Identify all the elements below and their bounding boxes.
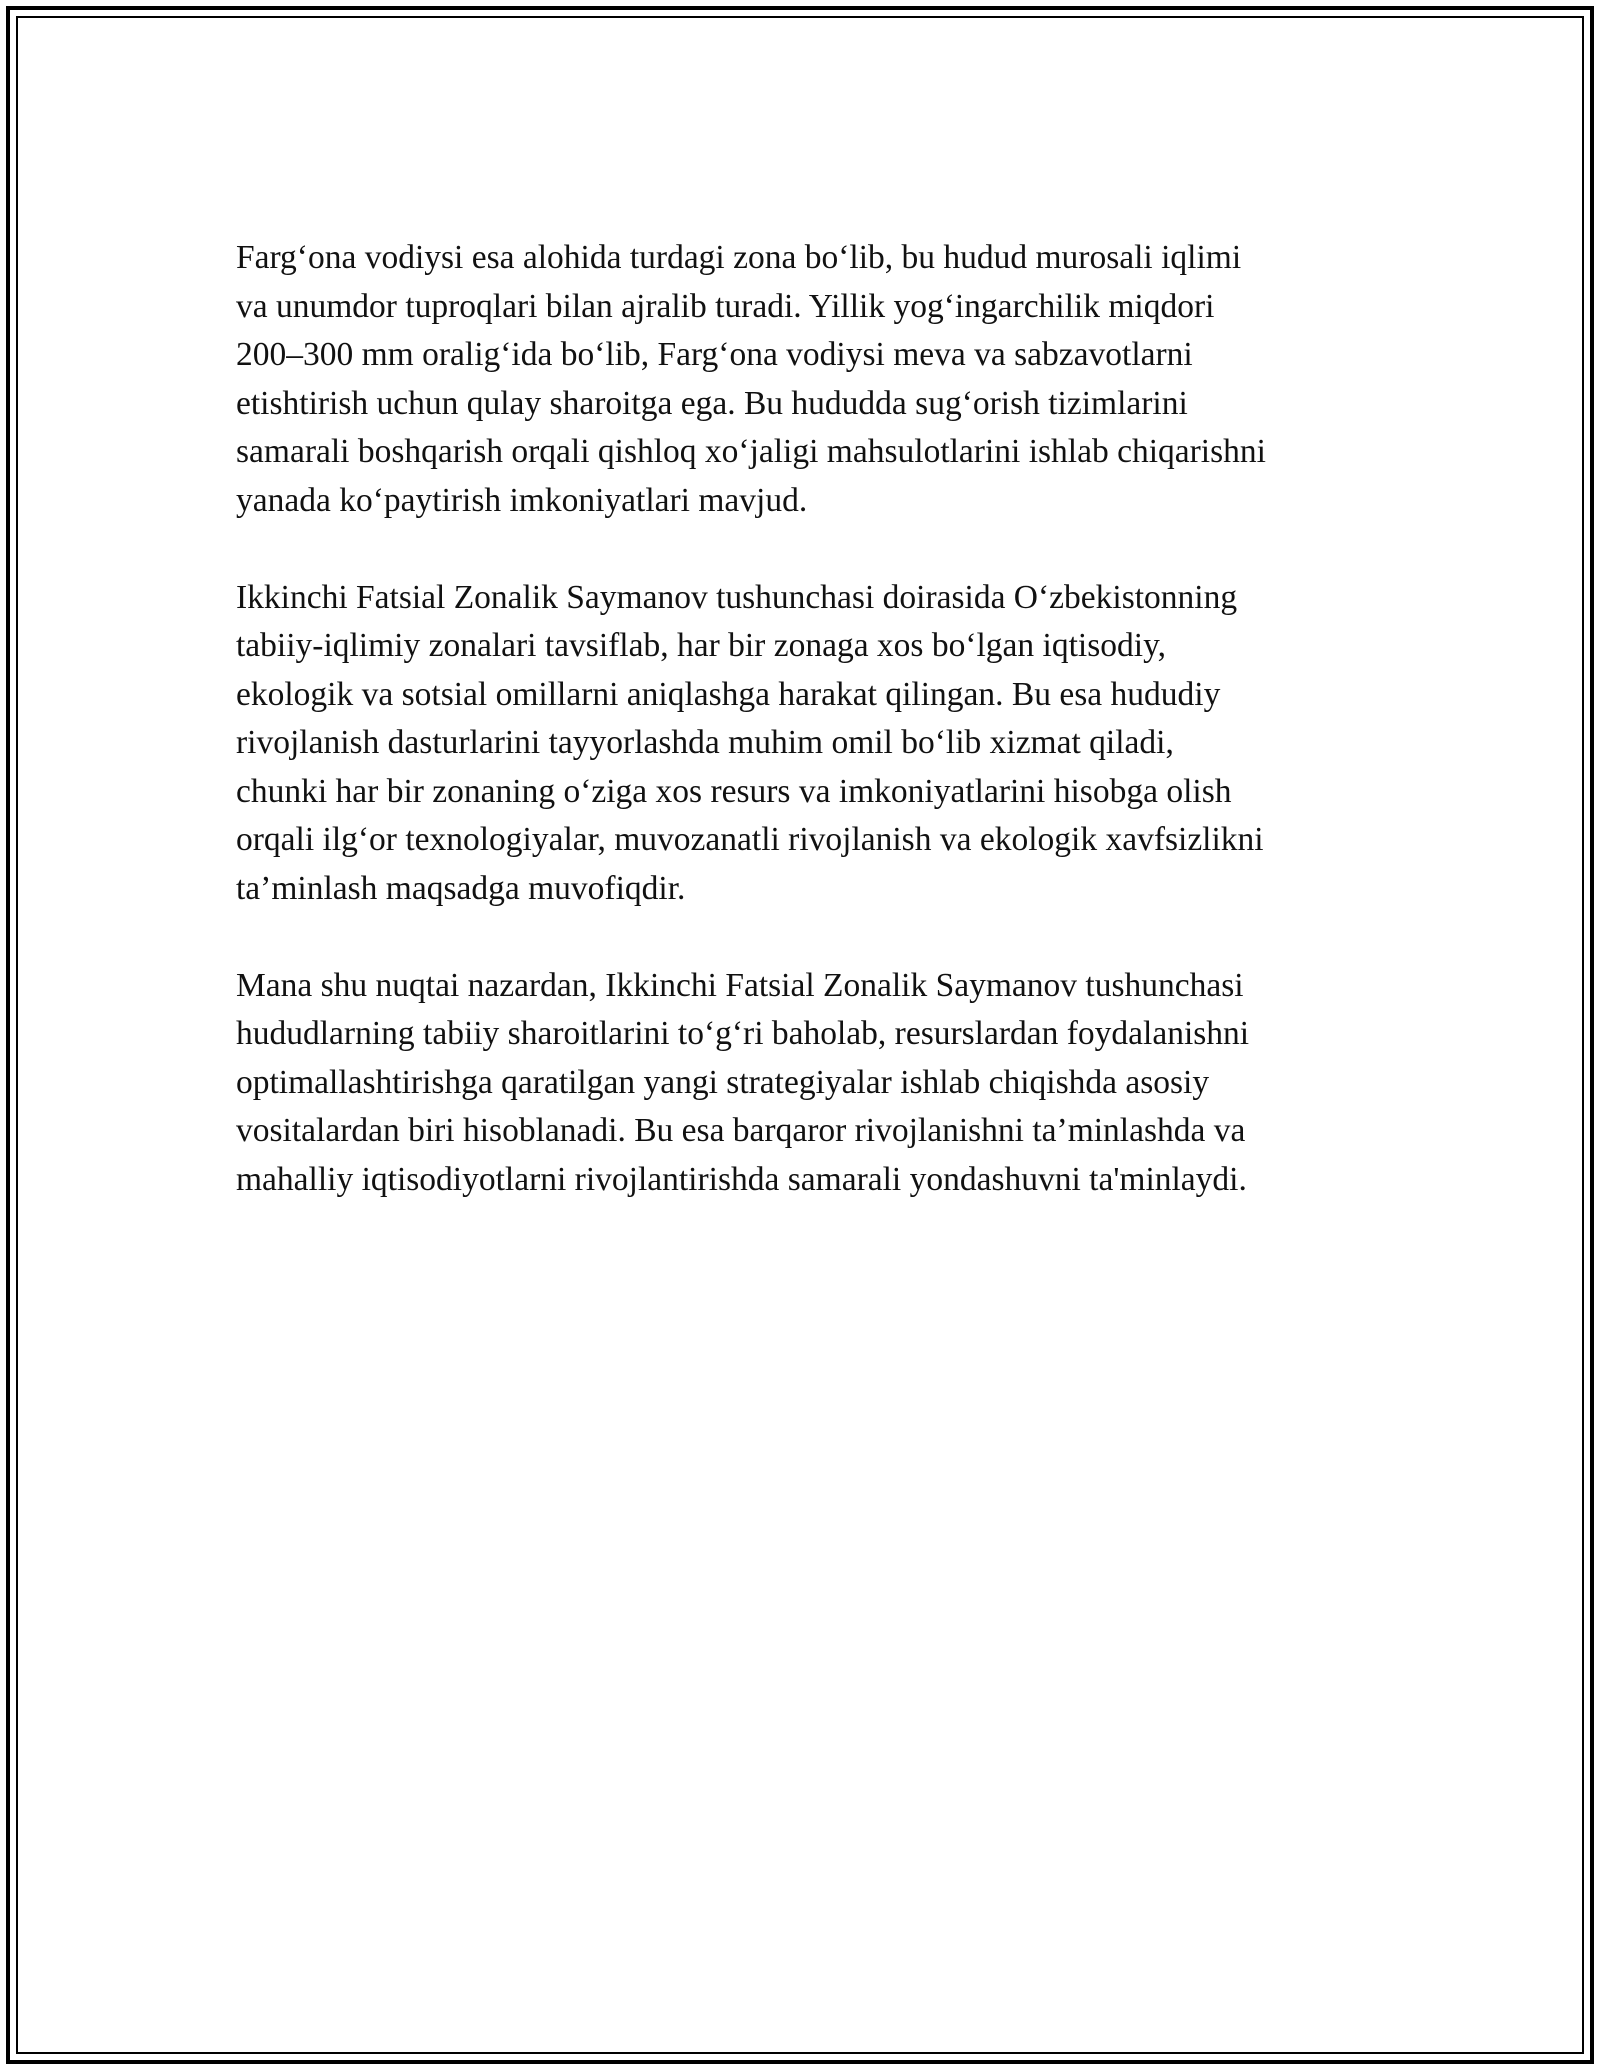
text-line: orqali ilg‘or texnologiyalar, muvozanatli rivojlanish va ekologik xavfsizlikni bbox=[236, 821, 1264, 858]
text-line: Ikkinchi Fatsial Zonalik Saymanov tushunchasi doirasida O‘zbekistonning bbox=[236, 578, 1238, 616]
text-line: hududlarning tabiiy sharoitlarini to‘g‘ri baholab, resurslardan foydalanishni bbox=[236, 1015, 1250, 1052]
paragraph-3 bbox=[236, 962, 1386, 1205]
text-line: etishtirish uchun qulay sharoitga ega. Bu hududda sug‘orish tizimlarini bbox=[236, 384, 1188, 422]
text-line: ekologik va sotsial omillarni aniqlashga harakat qilingan. Bu esa hududiy bbox=[236, 675, 1221, 713]
text-line: va unumdor tuproqlari bilan ajralib turadi. Yillik yog‘ingarchilik miqdori bbox=[236, 287, 1215, 325]
paragraph-1 bbox=[236, 234, 1386, 525]
text-line: optimallashtirishga qaratilgan yangi strategiyalar ishlab chiqishda asosiy bbox=[236, 1063, 1210, 1101]
text-line: chunki har bir zonaning o‘ziga xos resurs va imkoniyatlarini hisobga olish bbox=[236, 772, 1232, 810]
text-line: 200–300 mm oralig‘ida bo‘lib, Farg‘ona vodiysi meva va sabzavotlarni bbox=[236, 336, 1193, 373]
paragraph-2 bbox=[236, 574, 1386, 914]
document-body bbox=[236, 234, 1386, 1253]
text-line: yanada ko‘paytirish imkoniyatlari mavjud. bbox=[236, 481, 808, 519]
text-line: ta’minlash maqsadga muvofiqdir. bbox=[236, 869, 686, 907]
text-line: vositalardan biri hisoblanadi. Bu esa barqaror rivojlanishni ta’minlashda va bbox=[236, 1112, 1246, 1149]
text-line: samarali boshqarish orqali qishloq xo‘jaligi mahsulotlarini ishlab chiqarishni bbox=[236, 433, 1266, 470]
text-line: Mana shu nuqtai nazardan, Ikkinchi Fatsial Zonalik Saymanov tushunchasi bbox=[236, 966, 1244, 1004]
text-line: Farg‘ona vodiysi esa alohida turdagi zona bo‘lib, bu hudud murosali iqlimi bbox=[236, 239, 1242, 276]
text-line: tabiiy-iqlimiy zonalari tavsiflab, har bir zonaga xos bo‘lgan iqtisodiy, bbox=[236, 627, 1167, 664]
text-line: rivojlanish dasturlarini tayyorlashda muhim omil bo‘lib xizmat qiladi, bbox=[236, 724, 1174, 761]
text-line: mahalliy iqtisodiyotlarni rivojlantirishda samarali yondashuvni ta'minlaydi. bbox=[236, 1160, 1247, 1198]
